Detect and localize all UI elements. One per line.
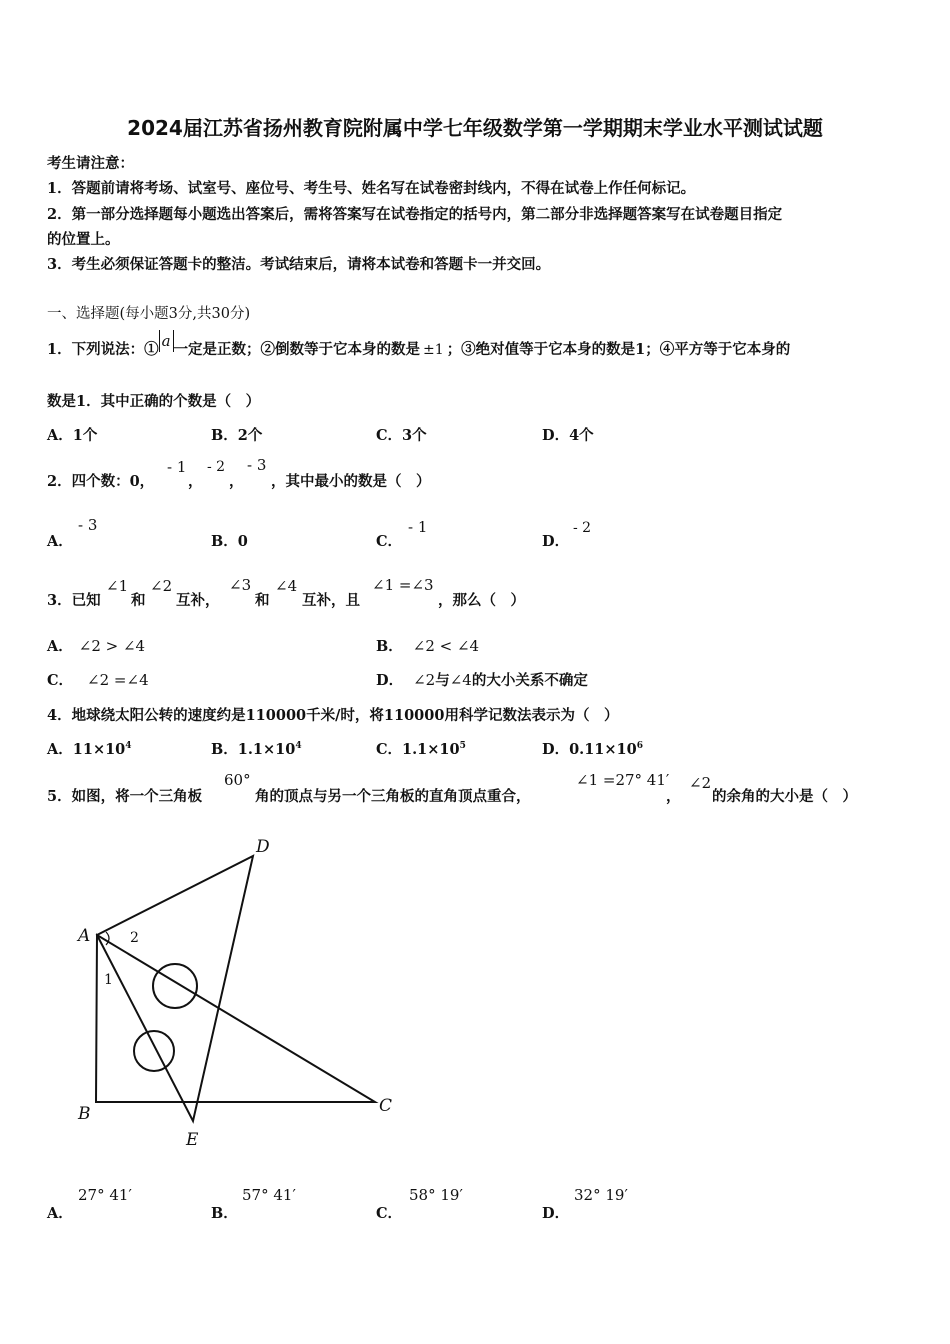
q3-text-5: 互补，且 [302, 592, 360, 609]
q3-text-3: 互补， [176, 592, 220, 609]
q3-option-b [376, 635, 479, 656]
notice-heading: 考生请注意： [47, 155, 134, 172]
q2-comma-1: ， [188, 473, 203, 490]
notice-line-2-cont: 的位置上。 [47, 231, 120, 248]
triangle-abc [96, 935, 375, 1102]
q2-option-b-letter [211, 530, 248, 551]
q2-num-2: - 2 [207, 459, 226, 475]
q3-option-b-value: ∠2 < ∠4 [412, 637, 480, 655]
q3-option-d-tail: 的大小关系不确定 [471, 672, 588, 689]
q3-equation: ∠1 =∠3 [372, 576, 434, 594]
q5-option-d-letter: D． [542, 1205, 570, 1222]
q5-option-c-letter: C． [376, 1205, 403, 1222]
q2-option-c-letter: C． [376, 533, 403, 550]
q3-angle-1: ∠1 [106, 577, 129, 595]
q5-option-a-letter: A． [47, 1205, 73, 1222]
q5-comma: ， [666, 788, 681, 805]
q1-text-3: ；③绝对值等于它本身的数是1；④平方等于它本身的 [446, 341, 791, 358]
q3-option-d-angle-4: ∠4 [449, 671, 472, 689]
q4-option-a-base: 11×10 [72, 741, 126, 758]
q2-option-a-value: - 3 [78, 516, 98, 534]
q3-option-d-mid: 与 [435, 672, 450, 689]
q3-text-1: 3．已知 [47, 592, 101, 609]
label-a: A [78, 926, 91, 946]
q3-angle-3: ∠3 [229, 576, 252, 594]
circle-hole-upper [153, 964, 197, 1008]
q1-abs-var: a [159, 330, 174, 352]
q4-option-a-letter: A． [47, 741, 73, 758]
q4-option-c-letter: C． [376, 741, 403, 758]
q1-option-d: D．4个 [542, 427, 594, 444]
q4-option-a [47, 738, 132, 759]
q4-text: 4．地球绕太阳公转的速度约是110000千米/时，将110000用科学记数法表示为（ ） [47, 707, 619, 724]
q1-option-a: A．1个 [47, 427, 98, 444]
q4-option-a-exp: 4 [125, 741, 132, 752]
notice-line-3: 3．考生必须保证答题卡的整洁。考试结束后，请将本试卷和答题卡一并交回。 [47, 256, 551, 273]
label-e: E [186, 1130, 199, 1150]
q2-option-d-value: - 2 [573, 520, 592, 536]
q2-num-3: - 3 [247, 456, 267, 474]
page-title: 2024届江苏省扬州教育院附属中学七年级数学第一学期期末学业水平测试试题 [127, 116, 823, 140]
q3-option-c-letter: C． [47, 672, 74, 689]
q1-pm1: ±1 [423, 342, 444, 358]
q2-comma-2: ， [229, 473, 244, 490]
q5-equation: ∠1 =27° 41′ [576, 771, 670, 789]
q3-text-4: 和 [255, 592, 270, 609]
q4-option-c-base: 1.1×10 [402, 741, 460, 758]
q3-option-d-angle-2: ∠2 [413, 671, 436, 689]
q5-degree: 60° [224, 771, 251, 789]
question-1 [47, 332, 791, 360]
q5-text-2: 角的顶点与另一个三角板的直角顶点重合， [255, 788, 531, 805]
q3-angle-4: ∠4 [275, 577, 298, 595]
q2-option-c-value: - 1 [408, 518, 428, 536]
q3-option-a [47, 635, 145, 656]
q3-option-a-letter: A． [47, 638, 73, 655]
q1-text-1: 1．下列说法：① [47, 341, 159, 358]
q3-option-b-letter: B． [376, 638, 403, 655]
q2-suffix: ，其中最小的数是（ ） [271, 473, 431, 490]
q4-option-b-base: 1.1×10 [237, 741, 296, 758]
q4-option-d [542, 738, 643, 759]
notice-line-1: 1．答题前请将考场、试室号、座位号、考生号、姓名写在试卷密封线内，不得在试卷上作任何标记。 [47, 180, 696, 197]
q4-option-b-letter: B． [211, 741, 238, 758]
q5-option-b-value: 57° 41′ [242, 1186, 296, 1204]
q5-angle-2: ∠2 [689, 774, 712, 792]
q1-abs-a [159, 332, 174, 350]
q3-angle-2: ∠2 [150, 577, 173, 595]
q2-option-d-letter: D． [542, 533, 570, 550]
label-b: B [78, 1104, 91, 1124]
q3-text-6: ，那么（ ） [438, 592, 525, 609]
q4-option-d-letter: D． [542, 741, 570, 758]
q2-option-b-value: 0 [237, 533, 248, 550]
q1-text-2: 一定是正数；②倒数等于它本身的数是 [173, 341, 421, 358]
q3-option-c-value: ∠2 =∠4 [87, 671, 149, 689]
q5-option-a-value: 27° 41′ [78, 1186, 132, 1204]
label-c: C [379, 1096, 393, 1116]
q4-option-d-base: 0.11×10 [569, 741, 637, 758]
q5-option-d-value: 32° 19′ [574, 1186, 628, 1204]
notice-line-2: 2．第一部分选择题每小题选出答案后，需将答案写在试卷指定的括号内，第二部分非选择题答案写在试卷题目指定 [47, 206, 783, 223]
q3-option-c [47, 669, 149, 690]
q5-option-b-letter: B． [211, 1205, 238, 1222]
section-heading: 一、选择题(每小题3分,共30分) [47, 306, 251, 322]
triangle-figure [60, 825, 420, 1155]
q1-option-b: B．2个 [211, 427, 263, 444]
q2-prefix: 2．四个数：0， [47, 473, 155, 490]
q3-text-2: 和 [131, 592, 146, 609]
q3-option-d [376, 669, 588, 690]
q4-option-c-exp: 5 [459, 741, 466, 752]
q2-option-a-letter: A． [47, 533, 73, 550]
label-angle-1: 1 [104, 972, 113, 988]
q1-option-c: C．3个 [376, 427, 427, 444]
q2-option-b-letter-text: B． [211, 533, 238, 550]
label-angle-2: 2 [130, 930, 139, 946]
label-d: D [256, 837, 270, 857]
q3-option-a-value: ∠2 > ∠4 [78, 637, 146, 655]
q5-text-3: 的余角的大小是（ ） [712, 788, 857, 805]
q5-text-1: 5．如图，将一个三角板 [47, 788, 203, 805]
q4-option-c [376, 738, 466, 759]
circle-hole-lower [134, 1031, 174, 1071]
q4-option-b [211, 738, 302, 759]
q5-option-c-value: 58° 19′ [409, 1186, 463, 1204]
q3-option-d-letter: D． [376, 672, 404, 689]
q4-option-b-exp: 4 [295, 741, 302, 752]
triangle-ade [97, 856, 253, 1121]
q1-line-2: 数是1．其中正确的个数是（ ） [47, 393, 261, 410]
q2-num-1: - 1 [167, 458, 187, 476]
q4-option-d-exp: 6 [636, 741, 643, 752]
